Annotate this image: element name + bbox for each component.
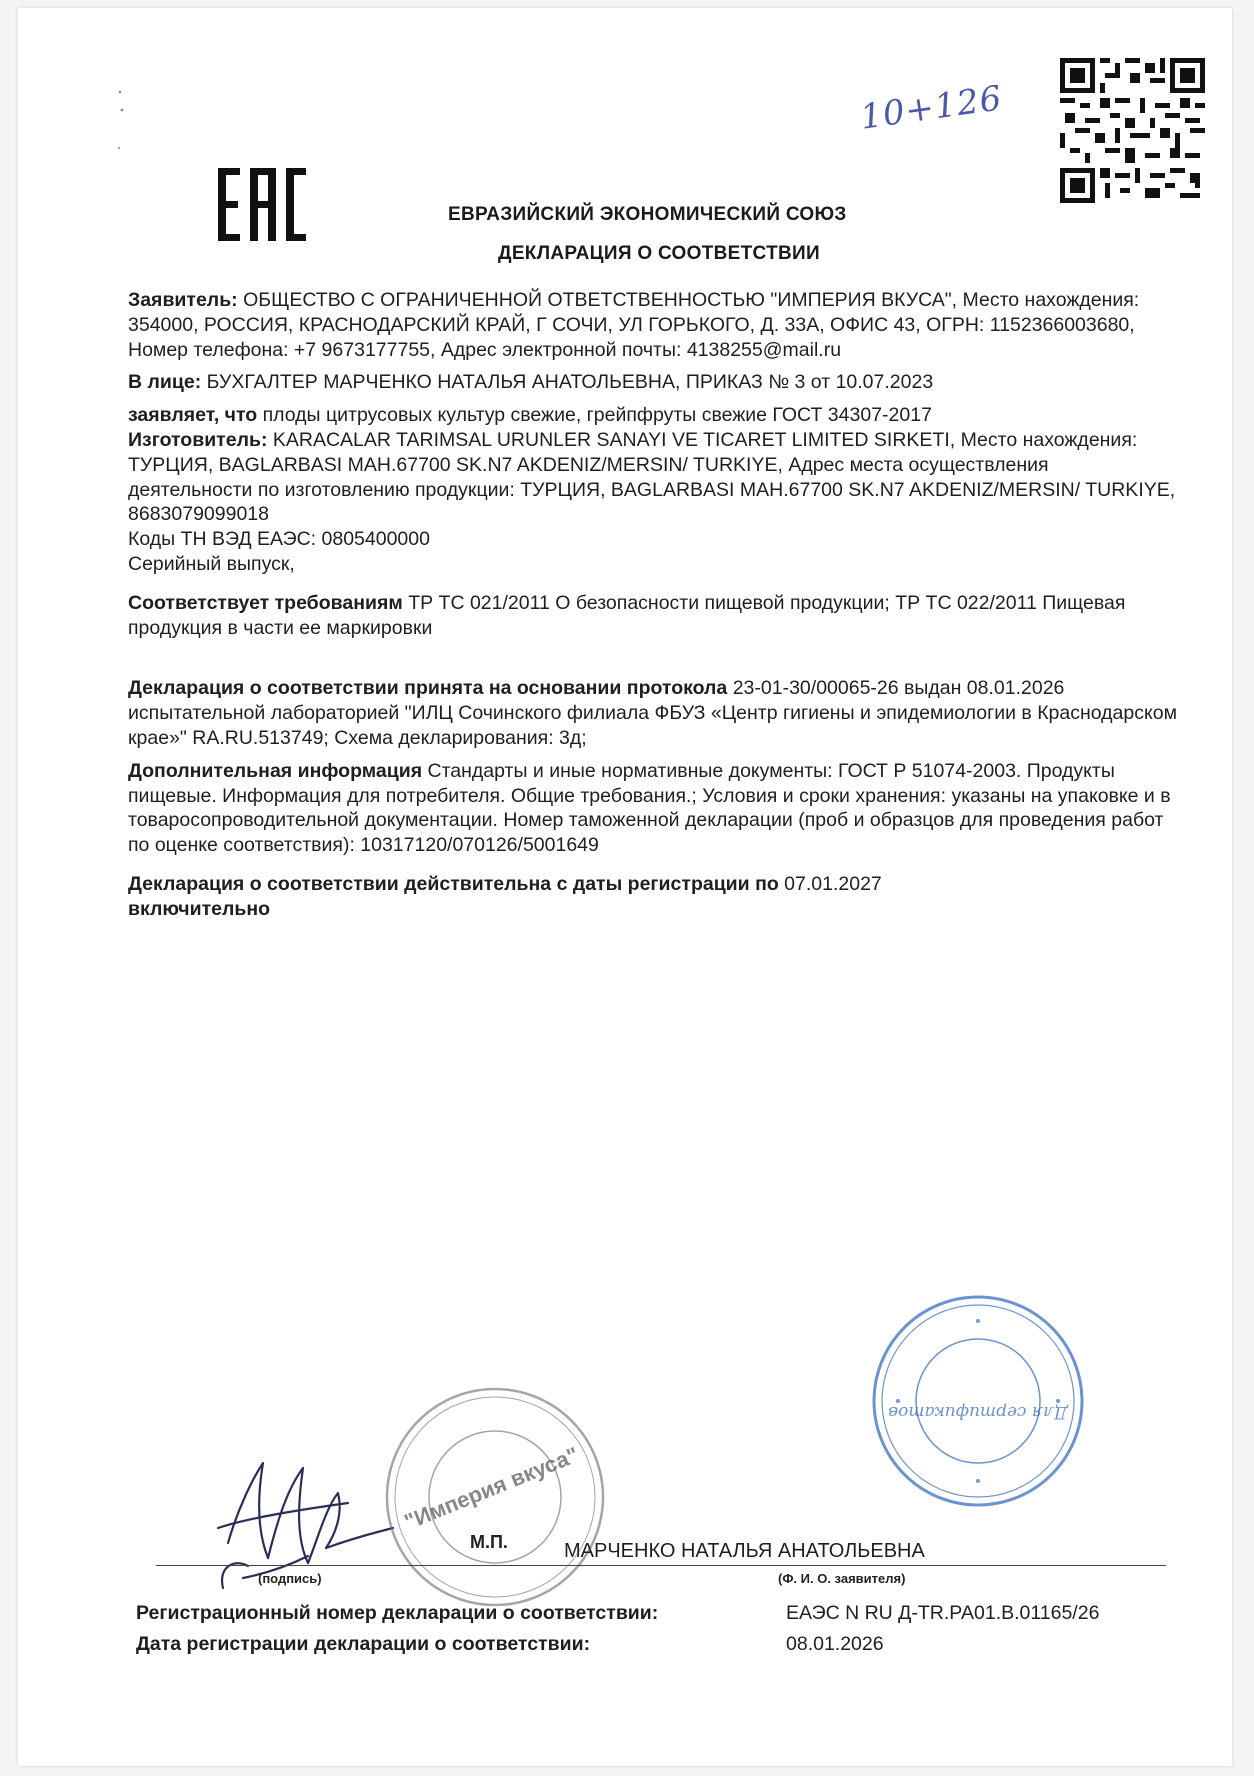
document-sheet [18,8,1232,1766]
certifier-stamp [868,1291,1088,1511]
conformity-label: Соответствует требованиям [128,591,403,614]
registration-number-value: ЕАЭС N RU Д-TR.РА01.В.01165/26 [786,1602,1100,1624]
registration-number-label: Регистрационный номер декларации о соответствии: [136,1602,659,1624]
manufacturer-paragraph [128,428,1178,527]
applicant-stamp [383,1385,608,1610]
manufacturer-text: KARACALAR TARIMSAL URUNLER SANAYI VE TICARET LIMITED SIRKETI, Место нахождения: ТУРЦИЯ, BAGLARBASI MAH.67700 SK.N7 AKDENIZ/MERSIN/ TURKIYE, Адрес места осуществления деятельности по изготовлению продукции: ТУРЦИЯ, BAGLARBASI MAH.67700 SK.N7 AKDENIZ/MERSIN/ TURKIYE, 8683079099018 [128,428,1176,526]
representative-paragraph [128,370,1178,395]
basis-text: 23-01-30/00065-26 выдан 08.01.2026 испытательной лабораторией "ИЛЦ Сочинского филиала ФБУЗ «Центр гигиены и эпидемиологии в Краснодарском крае»" RA.RU.513749; Схема декларирования: 3д; [128,677,1178,749]
declares-text: плоды цитрусовых культур свежие, грейпфруты свежие ГОСТ 34307-2017 [257,404,932,427]
representative-label: В лице: [128,371,202,394]
document-title: ДЕКЛАРАЦИЯ О СООТВЕТСТВИИ [498,243,820,264]
handwritten-number: 10+126 [857,78,1005,138]
validity-paragraph [128,872,1178,922]
validity-suffix: включительно [128,897,271,920]
additional-paragraph [128,759,1178,858]
validity-label: Декларация о соответствии действительна с даты регистрации по [128,872,779,895]
manufacturer-label: Изготовитель: [128,428,268,451]
certifier-stamp-center: Для сертификатов [888,1402,1068,1422]
additional-text: Стандарты и иные нормативные документы: ГОСТ Р 51074-2003. Продукты пищевые. Информация для потребителя. Общие требования.; Условия и сроки хранения: указаны на упаковке и в товаросопроводительной документации. Номер таможенной декларации (проб и образцов для проведения работ по оценке соответствия): 10317120/070126/5001649 [128,759,1171,857]
applicant-stamp-center: "Империя вкуса" [400,1441,583,1535]
registration-date-label: Дата регистрации декларации о соответствии: [136,1633,591,1655]
basis-label: Декларация о соответствии принята на основании протокола [128,677,728,700]
signature-caption: (подпись) [258,1571,322,1586]
additional-label: Дополнительная информация [128,759,423,782]
declaration-body [128,288,1178,922]
representative-text: БУХГАЛТЕР МАРЧЕНКО НАТАЛЬЯ АНАТОЛЬЕВНА, ПРИКАЗ № 3 от 10.07.2023 [201,371,934,394]
fio-caption: (Ф. И. О. заявителя) [778,1571,906,1586]
serial-output: Серийный выпуск, [128,552,295,575]
applicant-paragraph [128,288,1178,362]
registration-date-value: 08.01.2026 [786,1633,884,1655]
applicant-text: ОБЩЕСТВО С ОГРАНИЧЕННОЙ ОТВЕТСТВЕННОСТЬЮ "ИМПЕРИЯ ВКУСА", Место нахождения: 354000, РОССИЯ, КРАСНОДАРСКИЙ КРАЙ, Г СОЧИ, УЛ ГОРЬКОГО, Д. 33А, ОФИС 43, ОГРН: 1152366003680, Номер телефона: +7 9673177755, Адрес электронной почты: 4138255@mail.ru [128,289,1140,361]
seal-place-label: М.П. [470,1532,508,1552]
tn-ved-codes: Коды ТН ВЭД ЕАЭС: 0805400000 [128,528,430,551]
scan-specks [114,88,154,178]
conformity-text: ТР ТС 021/2011 О безопасности пищевой продукции; ТР ТС 022/2011 Пищевая продукция в части ее маркировки [128,591,1126,639]
basis-paragraph [128,676,1178,750]
validity-date: 07.01.2027 [778,872,882,895]
declares-label: заявляет, что [128,404,258,427]
union-heading: ЕВРАЗИЙСКИЙ ЭКОНОМИЧЕСКИЙ СОЮЗ [448,204,847,225]
qr-code-icon [1060,58,1205,203]
signature-line [156,1565,1166,1566]
applicant-label: Заявитель: [128,289,238,311]
eac-logo [218,168,308,243]
conformity-paragraph [128,591,1178,641]
declares-paragraph [128,403,1178,428]
signer-name: МАРЧЕНКО НАТАЛЬЯ АНАТОЛЬЕВНА [564,1540,925,1562]
